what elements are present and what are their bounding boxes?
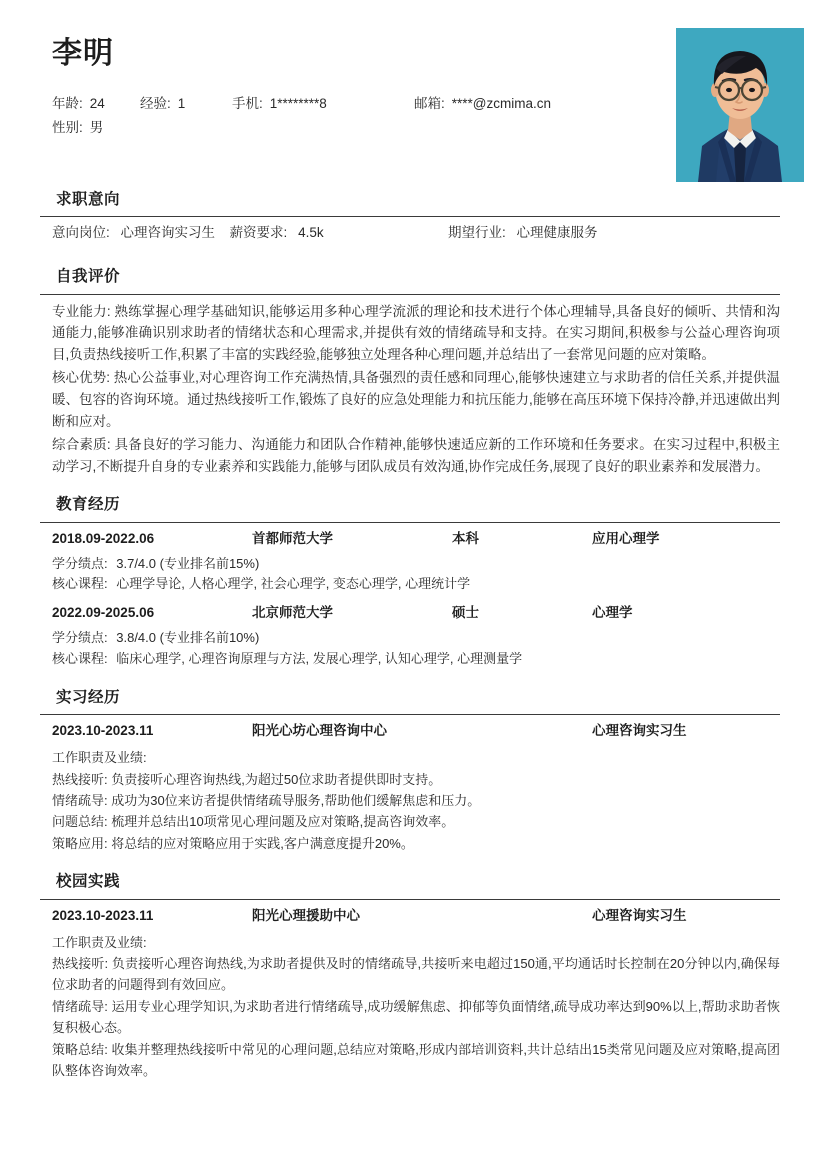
education-gpa-label: 学分绩点: [52, 555, 108, 571]
contact-email-label: 邮箱: [414, 96, 445, 111]
campus-practice-org: 阳光心理援助中心 [252, 907, 360, 923]
position-value: 心理咨询实习生 [120, 225, 216, 241]
education-entry-head [52, 529, 780, 554]
internship-duty-header: 工作职责及业绩: [52, 750, 147, 766]
section-education [40, 493, 780, 669]
contact-age-label: 年龄: [52, 96, 83, 111]
contact-row-1 [52, 94, 780, 118]
campus-practice-duty-header: 工作职责及业绩: [52, 934, 147, 950]
position-label: 意向岗位: [52, 225, 110, 241]
campus-practice-entry-head [52, 906, 780, 931]
campus-practice-duty: 策略总结: 收集并整理热线接听中常见的心理问题,总结应对策略,形成内部培训资料,共计总结出15类常见问题及应对策略,提高团队整体咨询效率。 [52, 1041, 780, 1079]
education-courses-value: 临床心理学, 心理咨询原理与方法, 发展心理学, 认知心理学, 心理测量学 [116, 651, 523, 667]
education-courses-label: 核心课程: [52, 651, 108, 667]
education-major: 应用心理学 [592, 530, 660, 546]
section-rule [40, 714, 780, 715]
education-courses-line [52, 649, 780, 670]
contact-age-value: 24 [89, 96, 105, 111]
education-major: 心理学 [592, 605, 633, 621]
contact-row-2 [52, 118, 780, 142]
candidate-photo [676, 28, 804, 182]
internship-duty: 策略应用: 将总结的应对策略应用于实践,客户满意度提升20%。 [52, 835, 414, 851]
internship-duty: 热线接听: 负责接听心理咨询热线,为超过50位求助者提供即时支持。 [52, 771, 442, 787]
internship-role: 心理咨询实习生 [592, 723, 687, 739]
internship-date: 2023.10-2023.11 [52, 723, 154, 739]
internship-duty: 情绪疏导: 成功为30位来访者提供情绪疏导服务,帮助他们缓解焦虑和压力。 [52, 792, 481, 808]
education-degree: 本科 [452, 530, 479, 546]
candidate-name: 李明 [52, 37, 114, 70]
internship-duty: 问题总结: 梳理并总结出10项常见心理问题及应对策略,提高咨询效率。 [52, 814, 455, 830]
education-courses-line [52, 574, 780, 595]
education-degree: 硕士 [452, 605, 479, 621]
internship-org: 阳光心坊心理咨询中心 [252, 723, 387, 739]
contact-phone-label: 手机: [232, 96, 263, 111]
self-evaluation-paragraph: 核心优势: 热心公益事业,对心理咨询工作充满热情,具备强烈的责任感和同理心,能够快速建立与求助者的信任关系,并提供温暖、包容的咨询环境。通过热线接听工作,锻炼了良好的应急处理能力和抗压能力,能够在高压环境下保持冷静,并迅速做出判断和应对。 [52, 370, 780, 429]
section-title-internship: 实习经历 [56, 688, 121, 706]
section-title-job-intention: 求职意向 [56, 191, 121, 208]
education-school: 首都师范大学 [252, 530, 333, 546]
section-title-self-evaluation: 自我评价 [56, 268, 121, 286]
section-title-campus-practice: 校园实践 [56, 873, 121, 891]
salary-label: 薪资要求: [229, 225, 288, 241]
contact-gender [52, 118, 140, 139]
job-intention-right [448, 223, 598, 244]
resume-header [40, 0, 780, 172]
salary-value: 4.5k [298, 225, 324, 241]
education-date: 2022.09-2025.06 [52, 605, 155, 621]
job-intention-left [52, 223, 324, 244]
education-gpa-line [52, 554, 780, 575]
section-job-intention [40, 188, 780, 249]
contact-phone-value: 1********8 [269, 96, 327, 111]
section-rule [40, 216, 780, 217]
internship-body [40, 721, 780, 854]
internship-entry [52, 721, 780, 854]
education-gpa-label: 学分绩点: [52, 630, 108, 646]
contact-phone [232, 94, 414, 115]
self-evaluation-paragraph: 专业能力: 熟练掌握心理学基础知识,能够运用多种心理学流派的理论和技术进行个体心理辅导,具备良好的倾听、共情和沟通能力,能够准确识别求助者的情绪状态和心理需求,并提供有效的情绪疏导和支持。在实习期间,积极参与公益心理咨询项目,负责热线接听工作,积累了丰富的实践经验,能够独立处理各种心理问题,并总结出了一套常见问题的应对策略。 [52, 303, 780, 363]
self-evaluation-paragraph: 综合素质: 具备良好的学习能力、沟通能力和团队合作精神,能够快速适应新的工作环境和任务要求。在实习过程中,积极主动学习,不断提升自身的专业素养和实践能力,能够与团队成员有效沟通,协作完成任务,展现了良好的职业素养和发展潜力。 [52, 436, 780, 474]
campus-practice-duty: 情绪疏导: 运用专业心理学知识,为求助者进行情绪疏导,成功缓解焦虑、抑郁等负面情绪,疏导成功率达到90%以上,帮助求助者恢复积极心态。 [52, 998, 780, 1036]
education-courses-label: 核心课程: [52, 576, 108, 592]
campus-practice-role: 心理咨询实习生 [592, 907, 687, 923]
education-courses-value: 心理学导论, 人格心理学, 社会心理学, 变态心理学, 心理统计学 [116, 576, 471, 592]
self-evaluation-body [40, 301, 780, 478]
industry-label: 期望行业: [448, 225, 506, 241]
education-gpa-line [52, 628, 780, 649]
section-internship [40, 686, 780, 854]
campus-practice-entry [52, 906, 780, 1082]
campus-practice-body [40, 906, 780, 1082]
contact-age [52, 94, 140, 115]
job-intention-row [52, 223, 780, 249]
section-rule [40, 522, 780, 523]
section-title-education: 教育经历 [56, 496, 121, 514]
section-rule [40, 899, 780, 900]
education-entry [52, 603, 780, 670]
education-gpa-value: 3.7/4.0 (专业排名前15%) [116, 555, 260, 571]
contact-experience-value: 1 [177, 96, 186, 111]
campus-practice-date: 2023.10-2023.11 [52, 907, 154, 923]
education-gpa-value: 3.8/4.0 (专业排名前10%) [116, 630, 260, 646]
section-campus-practice [40, 870, 780, 1081]
contact-email [414, 94, 551, 115]
contact-experience-label: 经验: [140, 96, 171, 111]
section-self-evaluation [40, 265, 780, 477]
education-school: 北京师范大学 [252, 605, 333, 621]
contact-email-value: ****@zcmima.cn [451, 96, 551, 111]
section-rule [40, 294, 780, 295]
contact-experience [140, 94, 232, 115]
industry-value: 心理健康服务 [516, 225, 598, 241]
contact-block [52, 94, 780, 142]
education-date: 2018.09-2022.06 [52, 530, 155, 546]
education-body [40, 529, 780, 670]
job-intention-body [40, 223, 780, 249]
education-entry [52, 529, 780, 596]
contact-gender-value: 男 [89, 120, 104, 135]
contact-gender-label: 性别: [52, 120, 83, 135]
internship-entry-head [52, 721, 780, 746]
campus-practice-duty: 热线接听: 负责接听心理咨询热线,为求助者提供及时的情绪疏导,共接听来电超过150通,平均通话时长控制在20分钟以内,确保每位求助者的问题得到有效回应。 [52, 955, 780, 993]
education-entry-head [52, 603, 780, 628]
